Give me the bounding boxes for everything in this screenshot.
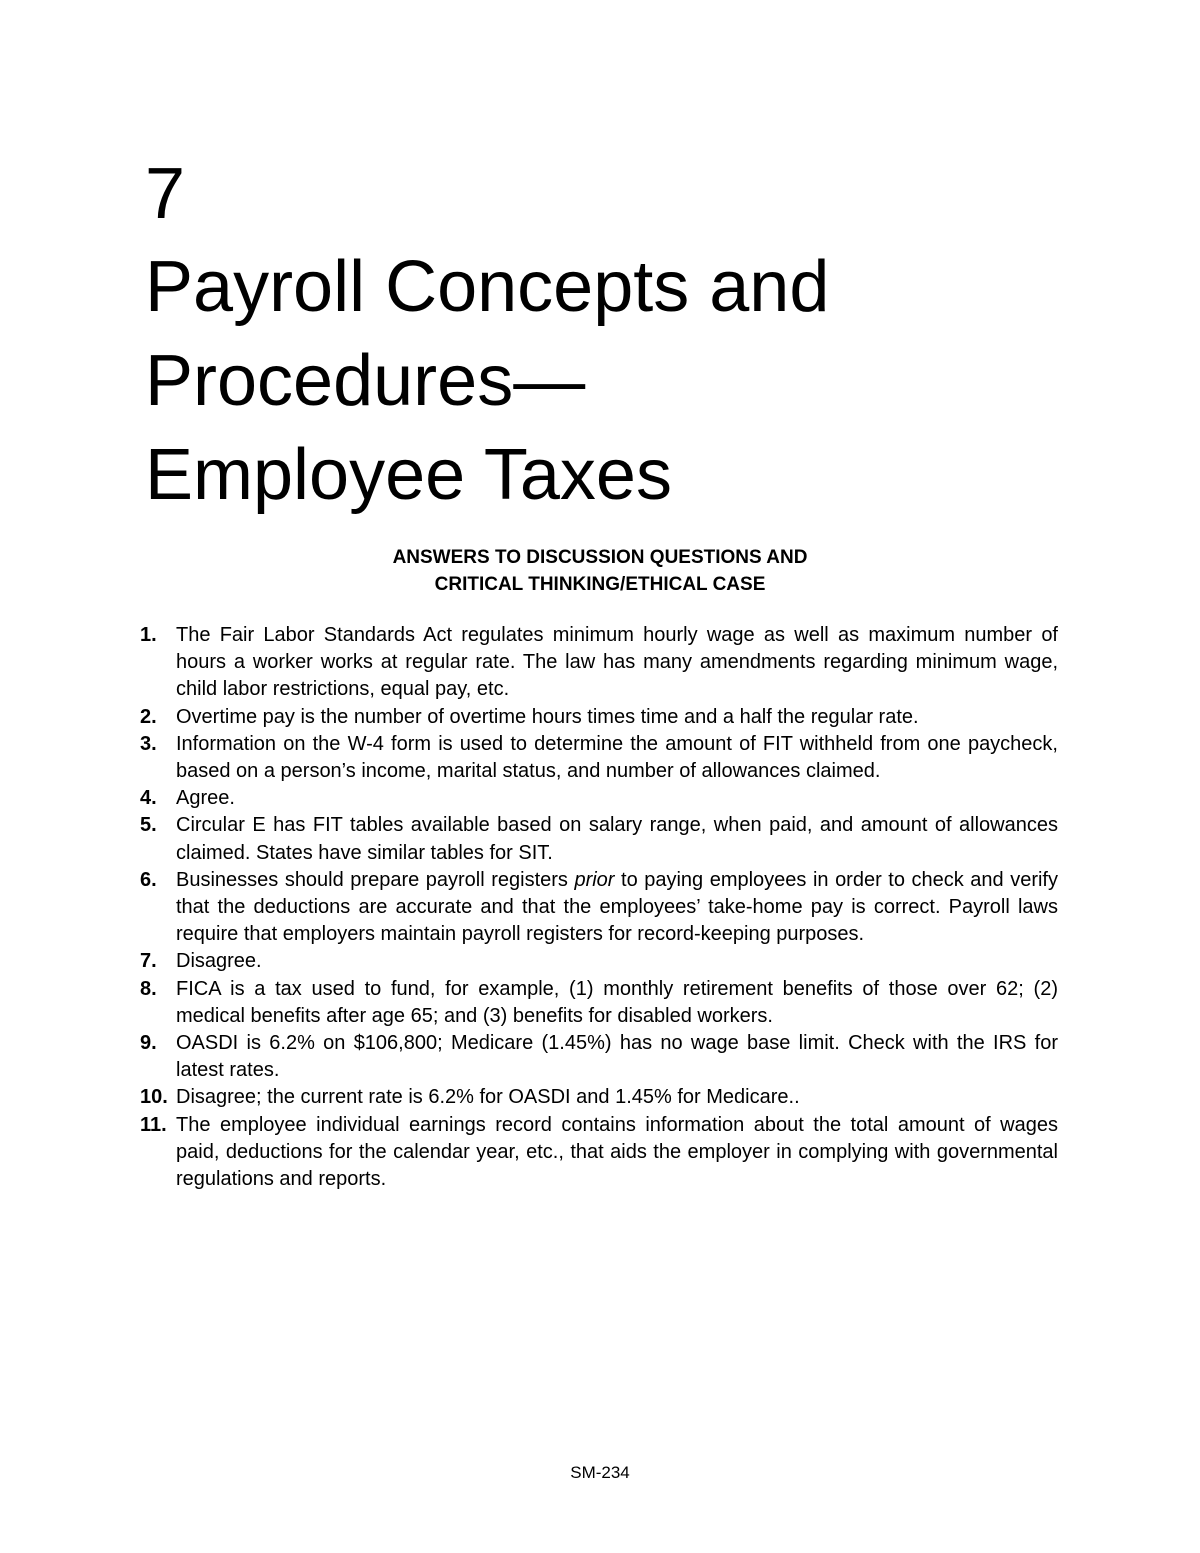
answer-item: [140, 976, 1058, 1030]
answer-text-part: to paying employees in order to check and verify that the deductions are accurate and that the employees’ take-home pay is correct. Payroll laws require that employers maintain payroll registers for record-keeping purposes.: [176, 868, 1058, 946]
section-heading-line: ANSWERS TO DISCUSSION QUESTIONS AND: [392, 547, 808, 568]
answer-number: 9.: [140, 1032, 157, 1055]
chapter-title-line: Employee Taxes: [145, 435, 672, 515]
answer-text: The Fair Labor Standards Act regulates minimum hourly wage as well as maximum number of hours a worker works at regular rate. The law has many amendments regarding minimum wage, child labor restrictions, equal pay, etc.: [176, 624, 1058, 701]
page-number: SM-234: [570, 1463, 630, 1482]
answer-text: OASDI is 6.2% on $106,800; Medicare (1.45%) has no wage base limit. Check with the IRS for latest rates.: [176, 1032, 1058, 1082]
answer-number: 7.: [140, 950, 157, 973]
answer-number: 4.: [140, 787, 157, 810]
answer-text: The employee individual earnings record contains information about the total amount of wages paid, deductions for the calendar year, etc., that aids the employer in complying with governmental regulations and reports.: [176, 1113, 1058, 1191]
answer-text-part: Businesses should prepare payroll registers: [176, 868, 575, 891]
chapter-title: [145, 240, 1045, 522]
answer-text: FICA is a tax used to fund, for example, (1) monthly retirement benefits of those over 62; (2) medical benefits after age 65; and (3) benefits for disabled workers.: [176, 977, 1058, 1027]
answer-item: [140, 622, 1058, 704]
answer-item: [140, 948, 1058, 975]
answer-number: 8.: [140, 977, 157, 1000]
chapter-title-line: Procedures—: [145, 341, 586, 421]
answer-item: [140, 1030, 1058, 1084]
answer-number: 3.: [140, 732, 157, 755]
answer-item: [140, 1084, 1058, 1111]
answer-number: 5.: [140, 814, 157, 837]
answer-number: 6.: [140, 868, 157, 891]
answer-emphasis: prior: [574, 868, 615, 891]
answer-text: Overtime pay is the number of overtime hours times time and a half the regular rate.: [176, 705, 919, 728]
section-heading: [300, 544, 900, 598]
answer-item: [140, 704, 1058, 731]
answer-number: 10.: [140, 1086, 168, 1109]
answer-item: [140, 785, 1058, 812]
answer-text: Information on the W-4 form is used to determine the amount of FIT withheld from one paycheck, based on a person’s income, marital status, and number of allowances claimed.: [176, 732, 1058, 783]
answer-text: Agree.: [176, 787, 235, 810]
answer-text: Disagree.: [176, 950, 262, 973]
answer-item: [140, 1112, 1058, 1194]
answer-text: Disagree; the current rate is 6.2% for OASDI and 1.45% for Medicare..: [176, 1086, 800, 1109]
answer-number: 1.: [140, 624, 157, 646]
answer-item: [140, 812, 1058, 866]
section-heading-line: CRITICAL THINKING/ETHICAL CASE: [434, 574, 766, 595]
chapter-number: 7: [145, 154, 186, 234]
answer-number: 11.: [140, 1113, 167, 1136]
answer-text: Circular E has FIT tables available based on salary range, when paid, and amount of allowances claimed. States have similar tables for SIT.: [176, 814, 1058, 864]
answer-number: 2.: [140, 705, 157, 728]
chapter-title-line: Payroll Concepts and: [145, 247, 830, 327]
answer-item: [140, 731, 1058, 785]
answer-item: [140, 867, 1058, 949]
answer-text: [176, 869, 1058, 945]
answers-list: [140, 622, 1058, 1193]
